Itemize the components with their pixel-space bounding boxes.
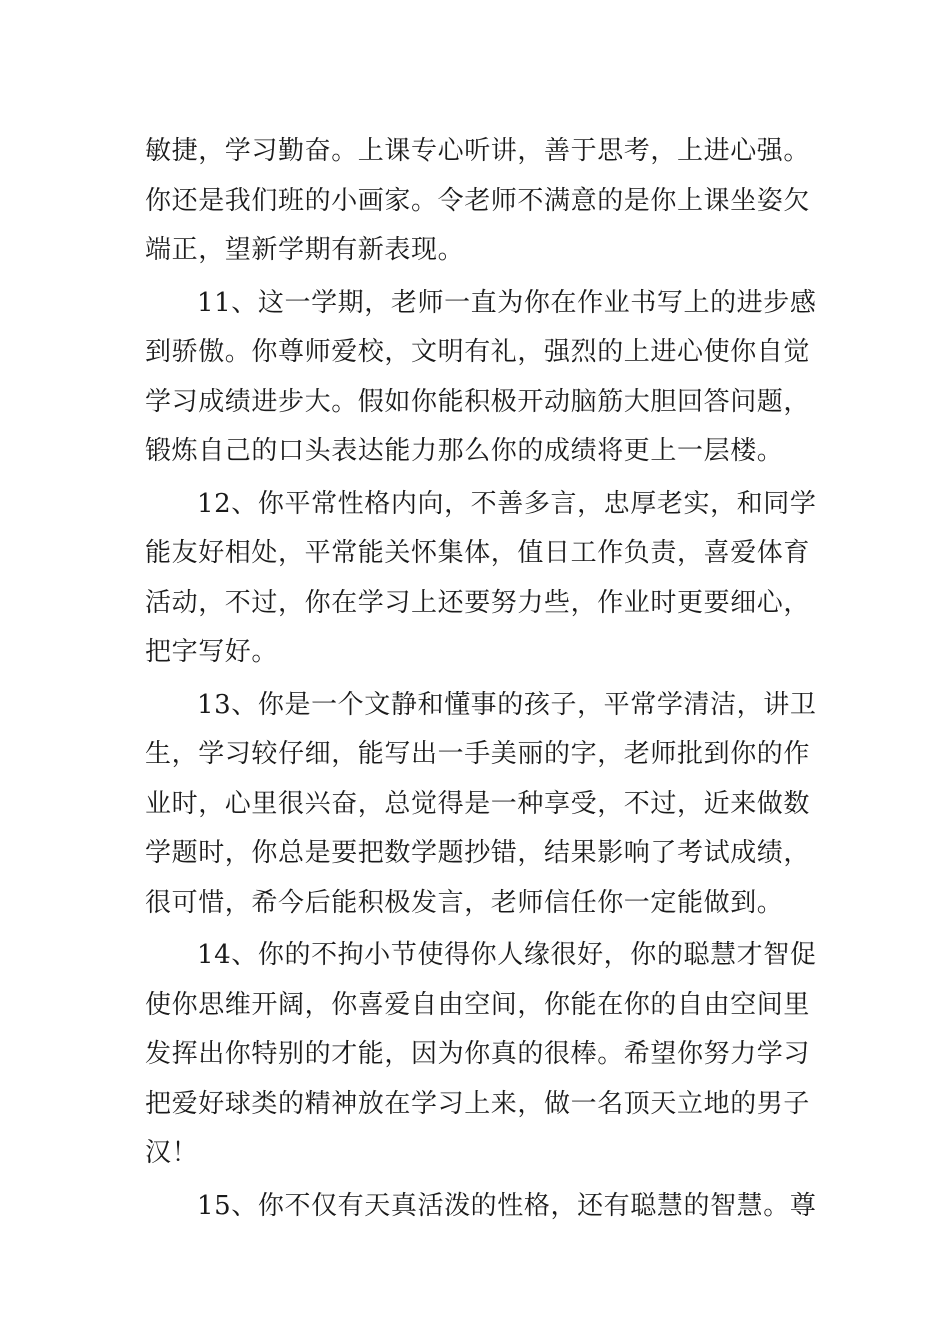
text-line: 很可惜，希今后能积极发言，老师信任你一定能做到。 bbox=[145, 887, 784, 918]
text-line: 学习成绩进步大。假如你能积极开动脑筋大胆回答问题， bbox=[145, 386, 811, 417]
text-line: 12、你平常性格内向，不善多言，忠厚老实，和同学 bbox=[197, 488, 817, 519]
text-line: 发挥出你特别的才能，因为你真的很棒。希望你努力学习 bbox=[145, 1039, 811, 1069]
text-line: 把爱好球类的精神放在学习上来，做一名顶天立地的男子 bbox=[145, 1088, 811, 1119]
paragraph-15 bbox=[145, 1182, 817, 1232]
text-line: 汉！ bbox=[145, 1138, 199, 1168]
text-line: 能友好相处，平常能关怀集体，值日工作负责，喜爱体育 bbox=[145, 538, 811, 568]
text-line: 你还是我们班的小画家。令老师不满意的是你上课坐姿欠 bbox=[145, 185, 811, 216]
document-body bbox=[145, 127, 817, 1234]
text-line: 端正，望新学期有新表现。 bbox=[145, 235, 465, 265]
text-line: 把字写好。 bbox=[145, 637, 279, 667]
text-line: 到骄傲。你尊师爱校，文明有礼，强烈的上进心使你自觉 bbox=[145, 337, 811, 367]
paragraph-11 bbox=[145, 279, 817, 477]
paragraph-12 bbox=[145, 480, 817, 678]
text-line: 活动，不过，你在学习上还要努力些，作业时更要细心， bbox=[145, 587, 811, 618]
text-line: 使你思维开阔，你喜爱自由空间，你能在你的自由空间里 bbox=[145, 989, 811, 1020]
text-line: 学题时，你总是要把数学题抄错，结果影响了考试成绩， bbox=[145, 838, 811, 868]
text-line: 锻炼自己的口头表达能力那么你的成绩将更上一层楼。 bbox=[145, 436, 784, 466]
paragraph-13 bbox=[145, 681, 817, 929]
paragraph-14 bbox=[145, 931, 817, 1179]
text-line: 14、你的不拘小节使得你人缘很好，你的聪慧才智促 bbox=[197, 940, 817, 970]
text-line: 业时，心里很兴奋，总觉得是一种享受，不过，近来做数 bbox=[145, 788, 811, 819]
text-line: 13、你是一个文静和懂事的孩子，平常学清洁，讲卫 bbox=[197, 689, 817, 720]
text-line: 11、这一学期，老师一直为你在作业书写上的进步感 bbox=[197, 287, 817, 318]
text-line: 15、你不仅有天真活泼的性格，还有聪慧的智慧。尊 bbox=[197, 1190, 817, 1221]
text-line: 敏捷，学习勤奋。上课专心听讲，善于思考，上进心强。 bbox=[145, 136, 811, 166]
paragraph-continuation bbox=[145, 127, 810, 276]
text-line: 生，学习较仔细，能写出一手美丽的字，老师批到你的作 bbox=[145, 739, 811, 769]
